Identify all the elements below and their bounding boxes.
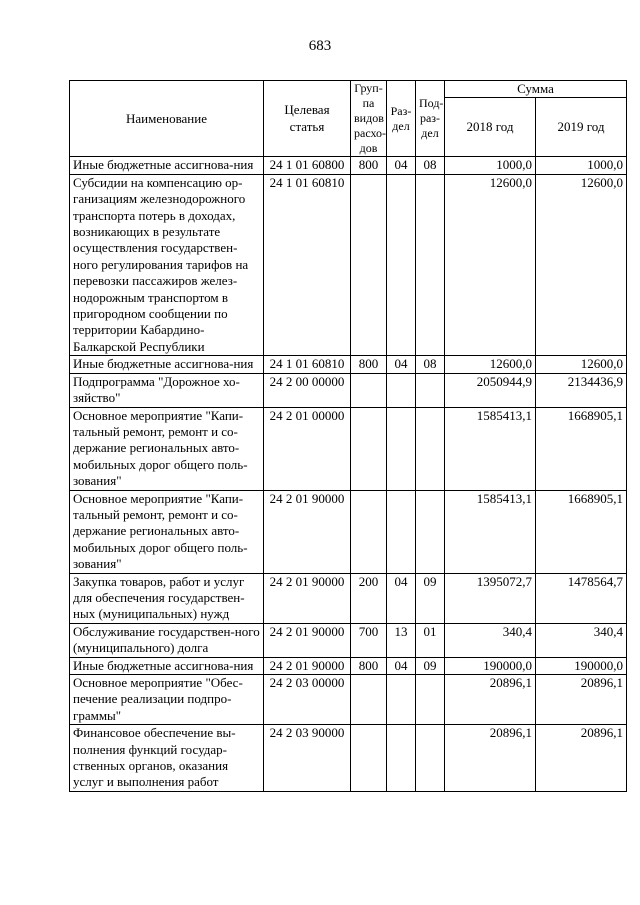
row-expense-group: 800 [351, 657, 387, 674]
row-expense-group: 700 [351, 623, 387, 657]
row-sum-2018: 1395072,7 [445, 573, 536, 623]
row-sum-2019: 190000,0 [536, 657, 627, 674]
row-sum-2019: 2134436,9 [536, 373, 627, 407]
page-number: 683 [308, 38, 332, 54]
row-subsection [416, 490, 445, 573]
header-year-2018: 2018 год [445, 98, 536, 157]
row-sum-2018: 2050944,9 [445, 373, 536, 407]
row-section [387, 675, 416, 725]
row-subsection [416, 407, 445, 490]
row-target-code: 24 2 01 00000 [264, 407, 351, 490]
table-row [70, 573, 627, 623]
row-sum-2018: 20896,1 [445, 675, 536, 725]
row-sum-2018: 1585413,1 [445, 490, 536, 573]
row-sum-2018: 20896,1 [445, 725, 536, 792]
table-row [70, 157, 627, 174]
row-name: Основное мероприятие "Капи-тальный ремонт, ремонт и со-держание региональных авто-мобильных дорог общего поль-зования" [70, 490, 264, 573]
header-year-2019: 2019 год [536, 98, 627, 157]
row-expense-group [351, 675, 387, 725]
table-row [70, 373, 627, 407]
header-section: Раз-дел [387, 81, 416, 157]
row-subsection [416, 675, 445, 725]
row-expense-group [351, 407, 387, 490]
table-row [70, 657, 627, 674]
row-section [387, 373, 416, 407]
row-target-code: 24 2 00 00000 [264, 373, 351, 407]
row-section [387, 725, 416, 792]
header-subsection: Под-раз-дел [416, 81, 445, 157]
row-target-code: 24 1 01 60810 [264, 174, 351, 355]
row-target-code: 24 2 01 90000 [264, 657, 351, 674]
row-name: Закупка товаров, работ и услуг для обеспечения государствен-ных (муниципальных) нужд [70, 573, 264, 623]
row-sum-2018: 340,4 [445, 623, 536, 657]
row-sum-2018: 12600,0 [445, 356, 536, 373]
header-name: Наименование [70, 81, 264, 157]
row-sum-2019: 12600,0 [536, 356, 627, 373]
row-name: Финансовое обеспечение вы-полнения функций государ-ственных органов, оказания услуг и выполнения работ [70, 725, 264, 792]
row-target-code: 24 2 01 90000 [264, 573, 351, 623]
table-row [70, 725, 627, 792]
row-name: Иные бюджетные ассигнова-ния [70, 157, 264, 174]
row-subsection [416, 174, 445, 355]
table-row [70, 174, 627, 355]
row-expense-group: 800 [351, 157, 387, 174]
row-target-code: 24 1 01 60810 [264, 356, 351, 373]
row-section [387, 174, 416, 355]
table-body [70, 157, 627, 791]
row-sum-2018: 12600,0 [445, 174, 536, 355]
row-section: 04 [387, 356, 416, 373]
table-row [70, 490, 627, 573]
row-expense-group [351, 490, 387, 573]
row-sum-2019: 1000,0 [536, 157, 627, 174]
row-section: 04 [387, 657, 416, 674]
row-subsection [416, 725, 445, 792]
header-expense-group: Груп-па видов расхо-дов [351, 81, 387, 157]
table-row [70, 675, 627, 725]
row-subsection: 08 [416, 157, 445, 174]
row-sum-2018: 190000,0 [445, 657, 536, 674]
row-section: 04 [387, 157, 416, 174]
row-target-code: 24 2 03 90000 [264, 725, 351, 792]
table-row [70, 407, 627, 490]
row-sum-2019: 1478564,7 [536, 573, 627, 623]
budget-table [69, 80, 627, 792]
row-subsection: 09 [416, 657, 445, 674]
row-subsection: 08 [416, 356, 445, 373]
row-sum-2018: 1000,0 [445, 157, 536, 174]
table-row [70, 356, 627, 373]
header-target-article: Целевая статья [264, 81, 351, 157]
row-target-code: 24 2 01 90000 [264, 623, 351, 657]
row-sum-2018: 1585413,1 [445, 407, 536, 490]
row-expense-group: 800 [351, 356, 387, 373]
table-row [70, 623, 627, 657]
row-expense-group [351, 725, 387, 792]
row-subsection: 01 [416, 623, 445, 657]
row-sum-2019: 1668905,1 [536, 490, 627, 573]
header-sum: Сумма [445, 81, 627, 98]
row-name: Субсидии на компенсацию ор-ганизациям железнодорожного транспорта потерь в доходах, возникающих в результате осуществления государствен-ного регулирования тарифов на перевозки пассажиров желез-нодорожным транспортом в пригородном сообщении по территории Кабардино-Балкарской Республики [70, 174, 264, 355]
row-target-code: 24 1 01 60800 [264, 157, 351, 174]
row-name: Основное мероприятие "Капи-тальный ремонт, ремонт и со-держание региональных авто-мобильных дорог общего поль-зования" [70, 407, 264, 490]
row-name: Иные бюджетные ассигнова-ния [70, 657, 264, 674]
row-name: Основное мероприятие "Обес-печение реализации подпро-граммы" [70, 675, 264, 725]
row-sum-2019: 20896,1 [536, 725, 627, 792]
row-section [387, 407, 416, 490]
table-header [70, 81, 627, 157]
row-name: Подпрограмма "Дорожное хо-зяйство" [70, 373, 264, 407]
row-sum-2019: 20896,1 [536, 675, 627, 725]
row-name: Обслуживание государствен-ного (муниципального) долга [70, 623, 264, 657]
row-subsection: 09 [416, 573, 445, 623]
row-sum-2019: 1668905,1 [536, 407, 627, 490]
row-sum-2019: 340,4 [536, 623, 627, 657]
row-sum-2019: 12600,0 [536, 174, 627, 355]
row-section [387, 490, 416, 573]
row-section: 13 [387, 623, 416, 657]
row-target-code: 24 2 01 90000 [264, 490, 351, 573]
row-expense-group [351, 174, 387, 355]
row-target-code: 24 2 03 00000 [264, 675, 351, 725]
row-subsection [416, 373, 445, 407]
row-expense-group [351, 373, 387, 407]
row-name: Иные бюджетные ассигнова-ния [70, 356, 264, 373]
row-expense-group: 200 [351, 573, 387, 623]
row-section: 04 [387, 573, 416, 623]
